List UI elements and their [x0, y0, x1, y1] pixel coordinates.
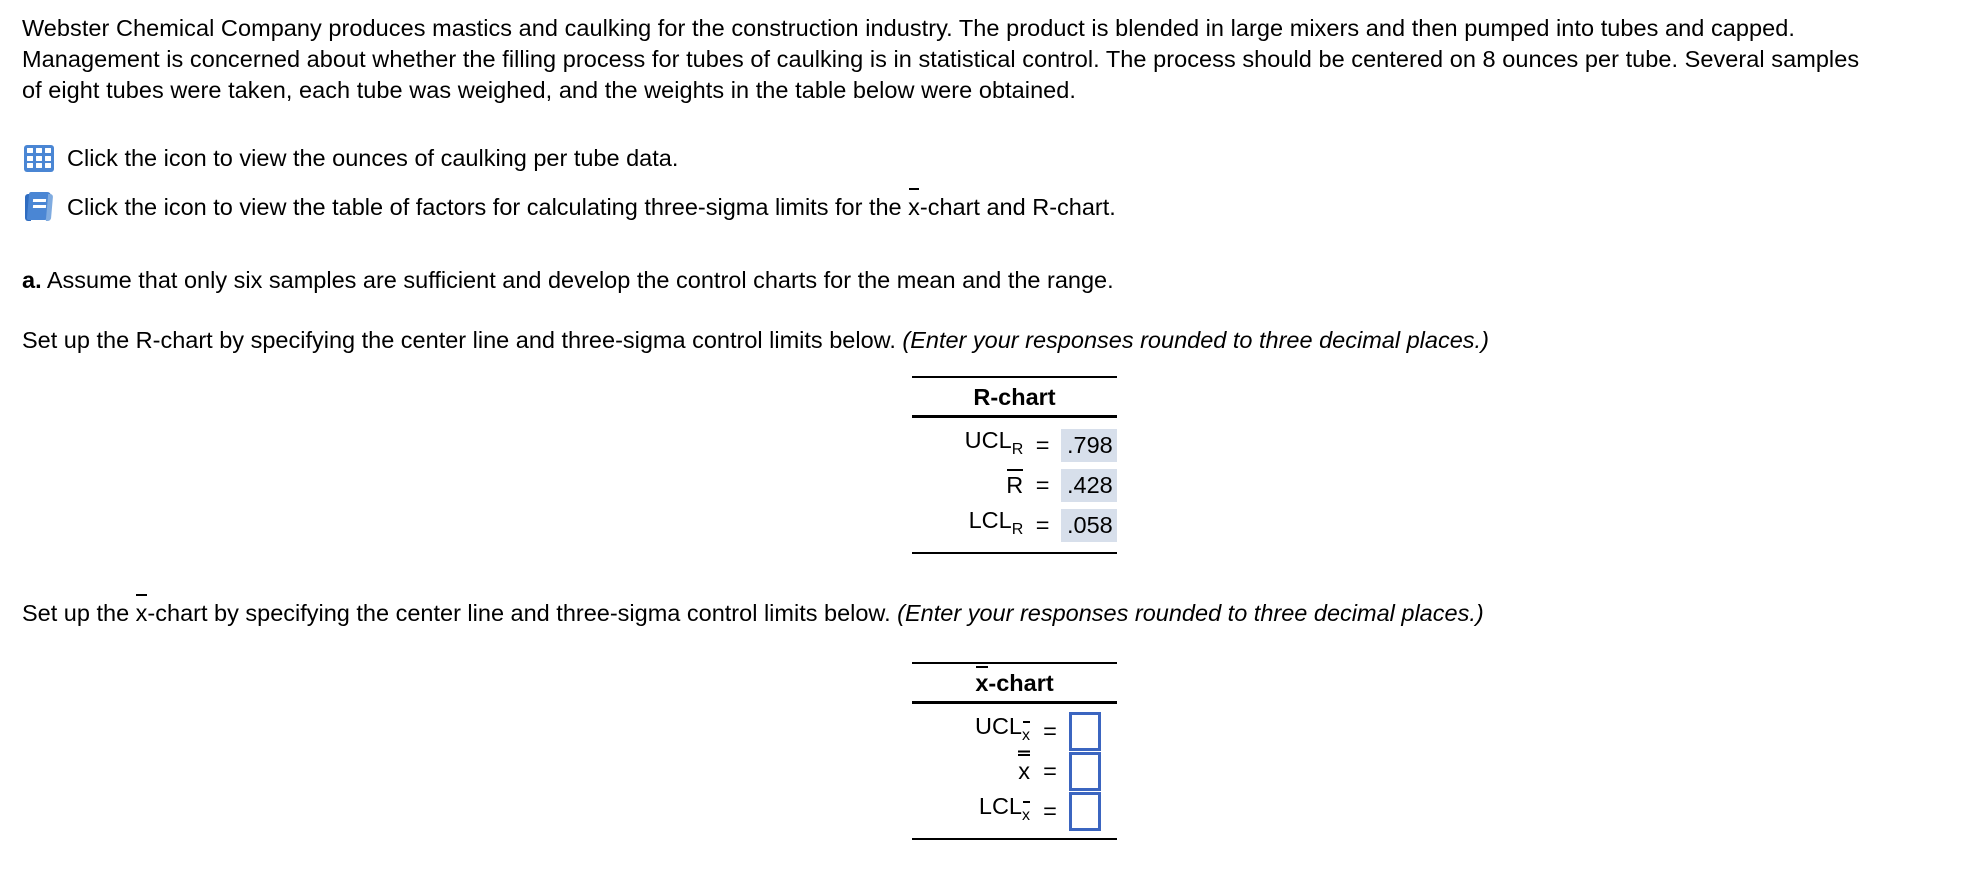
lcl-xbar-input[interactable] [1069, 792, 1101, 831]
data-table-link[interactable] [24, 143, 678, 173]
xbar-chart-title: x-chart [975, 670, 1054, 696]
r-bar-value[interactable]: .428 [1061, 469, 1117, 502]
data-table-link-label: Click the icon to view the ounces of caulking per tube data. [67, 145, 679, 171]
factors-table-link-label: Click the icon to view the table of factors for calculating three-sigma limits for the x-chart and R-chart. [67, 194, 1116, 220]
ucl-xbar-label: UCLx [912, 714, 1039, 747]
xbar-chart-answer-table [912, 662, 1117, 840]
equals-sign: = [1043, 757, 1057, 784]
subscript-x-bar: x [1022, 724, 1030, 748]
r-chart-instruction [22, 325, 1489, 355]
r-chart-rows [912, 418, 1117, 552]
factors-table-link[interactable] [24, 191, 1116, 223]
lcl-r-label: LCLR [912, 508, 1032, 541]
xbar-chart-instruction: Set up the x-chart by specifying the center line and three-sigma control limits below. (Enter your responses rounded to three decimal places.) [22, 600, 1484, 626]
ucl-r-label: UCLR [912, 428, 1032, 461]
part-a-instruction [22, 265, 1114, 295]
equals-sign: = [1043, 797, 1057, 824]
xbar-bar-input[interactable] [1069, 752, 1101, 791]
xbar-chart-rows [912, 704, 1117, 838]
equals-sign: = [1043, 717, 1057, 744]
part-a-text: Assume that only six samples are sufficient and develop the control charts for the mean and the range. [46, 267, 1114, 293]
book-icon[interactable] [24, 191, 54, 223]
problem-statement: Webster Chemical Company produces mastics and caulking for the construction industry. The product is blended in large mixers and then pumped into tubes and capped. Management is concerned about whether the filling process for tubes of caulking is in statistical control. The process should be centered on 8 ounces per tube. Several samples of eight tubes were taken, each tube was weighed, and the weights in the table below were obtained. [22, 15, 1860, 103]
r-chart-answer-table [912, 376, 1117, 554]
table-row [912, 791, 1117, 831]
ucl-r-value[interactable]: .798 [1061, 429, 1117, 462]
table-row [912, 751, 1117, 791]
equals-sign: = [1035, 471, 1050, 498]
subscript-r: R [1011, 520, 1024, 538]
lcl-r-value[interactable]: .058 [1061, 509, 1117, 542]
r-chart-title: R-chart [973, 384, 1056, 410]
r-bar-label: R [1006, 472, 1024, 498]
table-rule-bottom [912, 552, 1117, 554]
lcl-xbar-label: LCLx [912, 794, 1039, 827]
table-row [912, 711, 1117, 751]
table-row [912, 465, 1117, 505]
x-bar-symbol-inline: x [135, 600, 148, 626]
table-row [912, 505, 1117, 545]
table-grid-icon[interactable] [24, 145, 54, 172]
x-bar-symbol-inline: x [908, 194, 920, 220]
table-rule-bottom [912, 838, 1117, 840]
equals-sign: = [1035, 431, 1050, 458]
subscript-x-bar: x [1022, 804, 1030, 828]
xbar-bar-label: x [1018, 758, 1030, 784]
ucl-xbar-input[interactable] [1069, 712, 1101, 751]
r-chart-instruction-note: (Enter your responses rounded to three decimal places.) [902, 327, 1489, 353]
subscript-r: R [1011, 440, 1024, 458]
equals-sign: = [1035, 511, 1050, 538]
xbar-chart-instruction-note: (Enter your responses rounded to three decimal places.) [897, 600, 1484, 626]
part-a-marker: a. [22, 267, 42, 293]
table-row [912, 425, 1117, 465]
r-chart-instruction-text: Set up the R-chart by specifying the center line and three-sigma control limits below. [22, 327, 896, 353]
